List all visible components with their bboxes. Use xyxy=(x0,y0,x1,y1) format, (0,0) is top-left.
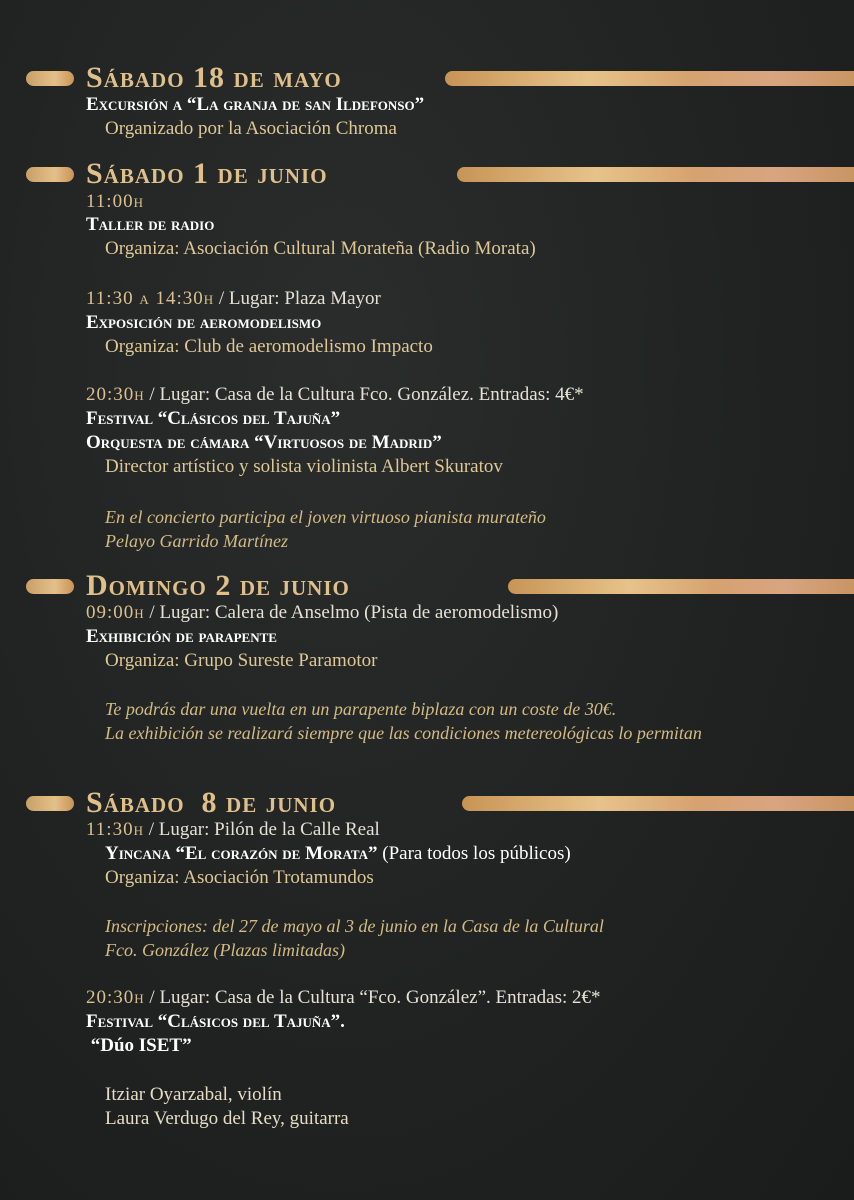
event-title: Excursión a “La granja de san Ildefonso” xyxy=(86,94,425,115)
event-time: 11:00h xyxy=(86,191,144,212)
date-header-may-18 xyxy=(0,58,854,98)
event-title: Festival “Clásicos del Tajuña”. xyxy=(86,1011,345,1032)
event-organizer: Organiza: Club de aeromodelismo Impacto xyxy=(105,336,433,357)
date-header-jun-8 xyxy=(0,783,854,823)
event-subtitle: Orquesta de cámara “Virtuosos de Madrid” xyxy=(86,432,442,453)
event-time: 20:30h xyxy=(86,987,145,1008)
event-note: La exhibición se realizará siempre que las condiciones metereológicas lo permitan xyxy=(105,723,702,743)
date-header-jun-2 xyxy=(0,566,854,606)
event-time-location xyxy=(86,818,380,842)
event-audience: (Para todos los públicos) xyxy=(377,843,571,864)
event-organizer: Organiza: Grupo Sureste Paramotor xyxy=(105,650,378,671)
event-organizer: Organiza: Asociación Cultural Morateña (Radio Morata) xyxy=(105,238,536,259)
event-note: Te podrás dar una vuelta en un parapente biplaza con un coste de 30€. xyxy=(105,699,617,719)
date-title: Sábado 8 de junio xyxy=(86,786,337,819)
event-location: / Lugar: Pilón de la Calle Real xyxy=(143,819,380,840)
event-time: 09:00h xyxy=(86,602,145,623)
event-time-location xyxy=(86,601,558,625)
event-time: 11:30h xyxy=(86,819,144,840)
event-organizer: Director artístico y solista violinista Albert Skuratov xyxy=(105,456,503,477)
date-title: Sábado 1 de junio xyxy=(86,157,328,190)
event-note: Pelayo Garrido Martínez xyxy=(105,531,288,551)
decorative-bar-left xyxy=(26,796,74,811)
event-note: Fco. González (Plazas limitadas) xyxy=(105,940,345,960)
event-name: Yincana “El corazón de Morata” xyxy=(105,843,378,864)
event-time: 11:30 a 14:30h xyxy=(86,288,215,309)
date-title: Domingo 2 de junio xyxy=(86,569,350,602)
event-title xyxy=(105,842,571,866)
decorative-bar-left xyxy=(26,71,74,86)
event-location: / Lugar: Plaza Mayor xyxy=(214,288,381,309)
event-note: Inscripciones: del 27 de mayo al 3 de junio en la Casa de la Cultural xyxy=(105,916,604,936)
event-organizer: Organiza: Asociación Trotamundos xyxy=(105,867,374,888)
event-location: / Lugar: Casa de la Cultura “Fco. González”. Entradas: 2€* xyxy=(144,987,601,1008)
event-time: 20:30h xyxy=(86,384,145,405)
decorative-bar-right xyxy=(462,796,854,811)
decorative-bar-right xyxy=(457,167,854,182)
decorative-bar-right xyxy=(445,71,854,86)
event-location: / Lugar: Calera de Anselmo (Pista de aeromodelismo) xyxy=(144,602,559,623)
event-title: Taller de radio xyxy=(86,214,215,235)
date-header-jun-1 xyxy=(0,154,854,194)
performer: Itziar Oyarzabal, violín xyxy=(105,1084,282,1105)
performer: Laura Verdugo del Rey, guitarra xyxy=(105,1108,349,1129)
event-title: Festival “Clásicos del Tajuña” xyxy=(86,408,341,429)
event-location: / Lugar: Casa de la Cultura Fco. González. Entradas: 4€* xyxy=(144,384,584,405)
event-organizer: Organizado por la Asociación Chroma xyxy=(105,118,397,139)
event-title: Exposición de aeromodelismo xyxy=(86,312,322,333)
decorative-bar-left xyxy=(26,579,74,594)
decorative-bar-left xyxy=(26,167,74,182)
event-subtitle: “Dúo ISET” xyxy=(86,1035,192,1056)
event-note: En el concierto participa el joven virtuoso pianista murateño xyxy=(105,507,546,527)
decorative-bar-right xyxy=(508,579,854,594)
event-time-location xyxy=(86,383,584,407)
event-title: Exhibición de parapente xyxy=(86,626,277,647)
event-time-location xyxy=(86,287,381,311)
event-time-location xyxy=(86,986,601,1010)
date-title: Sábado 18 de mayo xyxy=(86,61,342,94)
